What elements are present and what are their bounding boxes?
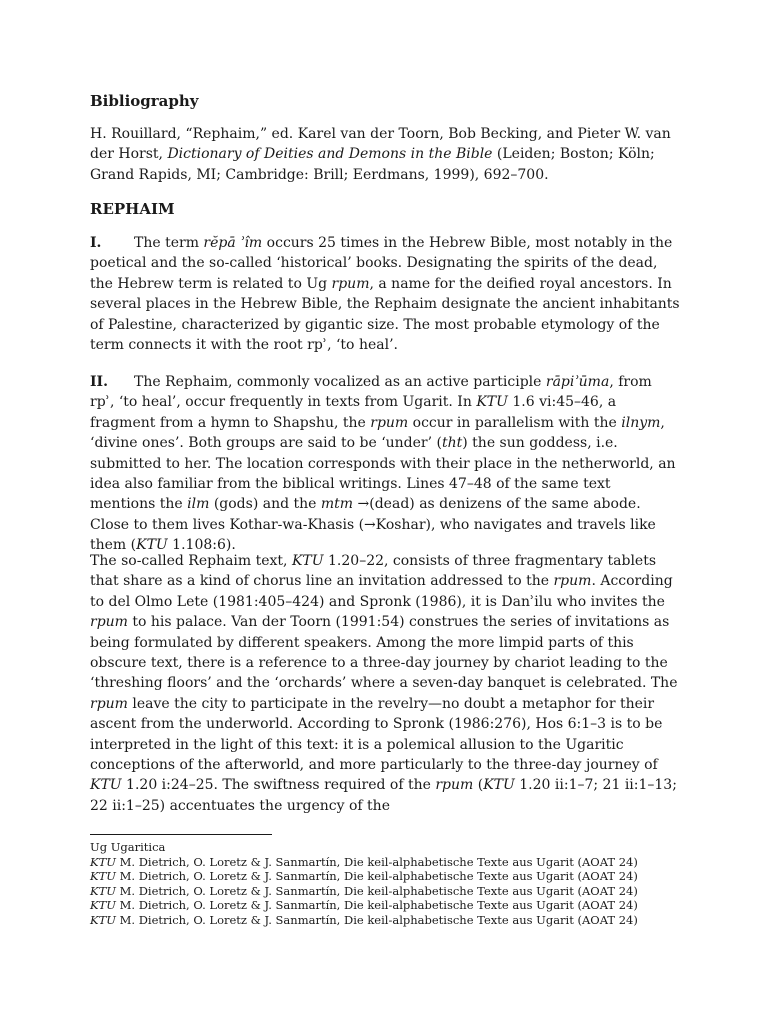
footnote-line: KTU M. Dietrich, O. Loretz & J. Sanmartín, Die keil-alphabetische Texte aus Ugarit (AOAT 24) — [90, 912, 638, 927]
footnote-line: KTU M. Dietrich, O. Loretz & J. Sanmartín, Die keil-alphabetische Texte aus Ugarit (AOAT 24) — [90, 869, 638, 883]
footnote-line: KTU M. Dietrich, O. Loretz & J. Sanmartín, Die keil-alphabetische Texte aus Ugarit (AOAT 24) — [90, 854, 638, 869]
paragraph-1: I. The term rĕpā ʾîm occurs 25 times in the Hebrew Bible, most notably in the poetical and the so-called ‘historical’ books. Designating the spirits of the dead, the Hebrew term is related to Ug rpum, a name for the deified royal ancestors. In several places in the Hebrew Bible, the Rephaim designate the ancient inhabitants of Palestine, characterized by gigantic size. The most probable etymology of the term connects it with the root rpʾ, ‘to heal’. — [90, 235, 680, 354]
paragraph-number: I. — [90, 235, 102, 251]
footnotes — [90, 840, 690, 927]
bibliography-entry: H. Rouillard, “Rephaim,” ed. Karel van der Toorn, Bob Becking, and Pieter W. van der Horst, Dictionary of Deities and Demons in the Bible (Leiden; Boston; Köln; Grand Rapids, MI; Cambridge: Brill; Eerdmans, 1999), 692–700. — [90, 126, 671, 183]
paragraph-number: II. — [90, 374, 108, 390]
section-title: REPHAIM — [90, 200, 175, 218]
bibliography-heading: Bibliography — [90, 92, 199, 110]
paragraph-3: The so-called Rephaim text, KTU 1.20–22, consists of three fragmentary tablets that share as a kind of chorus line an invitation addressed to the rpum. According to del Olmo Lete (1981:405–424) and Spronk (1986), it is Danʾilu who invites the rpum to his palace. Van der Toorn (1991:54) construes the series of invitations as being formulated by different speakers. Among the more limpid parts of this obscure text, there is a reference to a three-day journey by chariot leading to the ‘threshing floors’ and the ‘orchards’ where a seven-day banquet is celebrated. The rpum leave the city to participate in the revelry—no doubt a metaphor for their ascent from the underworld. According to Spronk (1986:276), Hos 6:1–3 is to be interpreted in the light of this text: it is a polemical allusion to the Ugaritic conceptions of the afterworld, and more particularly to the three-day journey of KTU 1.20 i:24–25. The swiftness required of the rpum (KTU 1.20 ii:1–7; 21 ii:1–13; 22 ii:1–25) accentuates the urgency of the — [90, 553, 678, 814]
paragraph-2: II. The Rephaim, commonly vocalized as an active participle rāpiʾūma, from rpʾ, ‘to heal’, occur frequently in texts from Ugarit. In KTU 1.6 vi:45–46, a fragment from a hymn to Shapshu, the rpum occur in parallelism with the ilnym, ‘divine ones’. Both groups are said to be ‘under’ (tht) the sun goddess, i.e. submitted to her. The location corresponds with their place in the netherworld, an idea also familiar from the biblical writings. Lines 47–48 of the same text mentions the ilm (gods) and the mtm →(dead) as denizens of the same abode. Close to them lives Kothar-wa-Khasis (→Koshar), who navigates and travels like them (KTU 1.108:6). — [90, 374, 676, 554]
book-title: Dictionary of Deities and Demons in the Bible — [167, 146, 493, 163]
footnote-line: KTU M. Dietrich, O. Loretz & J. Sanmartín, Die keil-alphabetische Texte aus Ugarit (AOAT 24) — [90, 898, 638, 912]
footnote-line: KTU M. Dietrich, O. Loretz & J. Sanmartín, Die keil-alphabetische Texte aus Ugarit (AOAT 24) — [90, 883, 638, 898]
footnote-separator — [90, 834, 272, 835]
footnote-line: Ug Ugaritica — [90, 840, 166, 854]
